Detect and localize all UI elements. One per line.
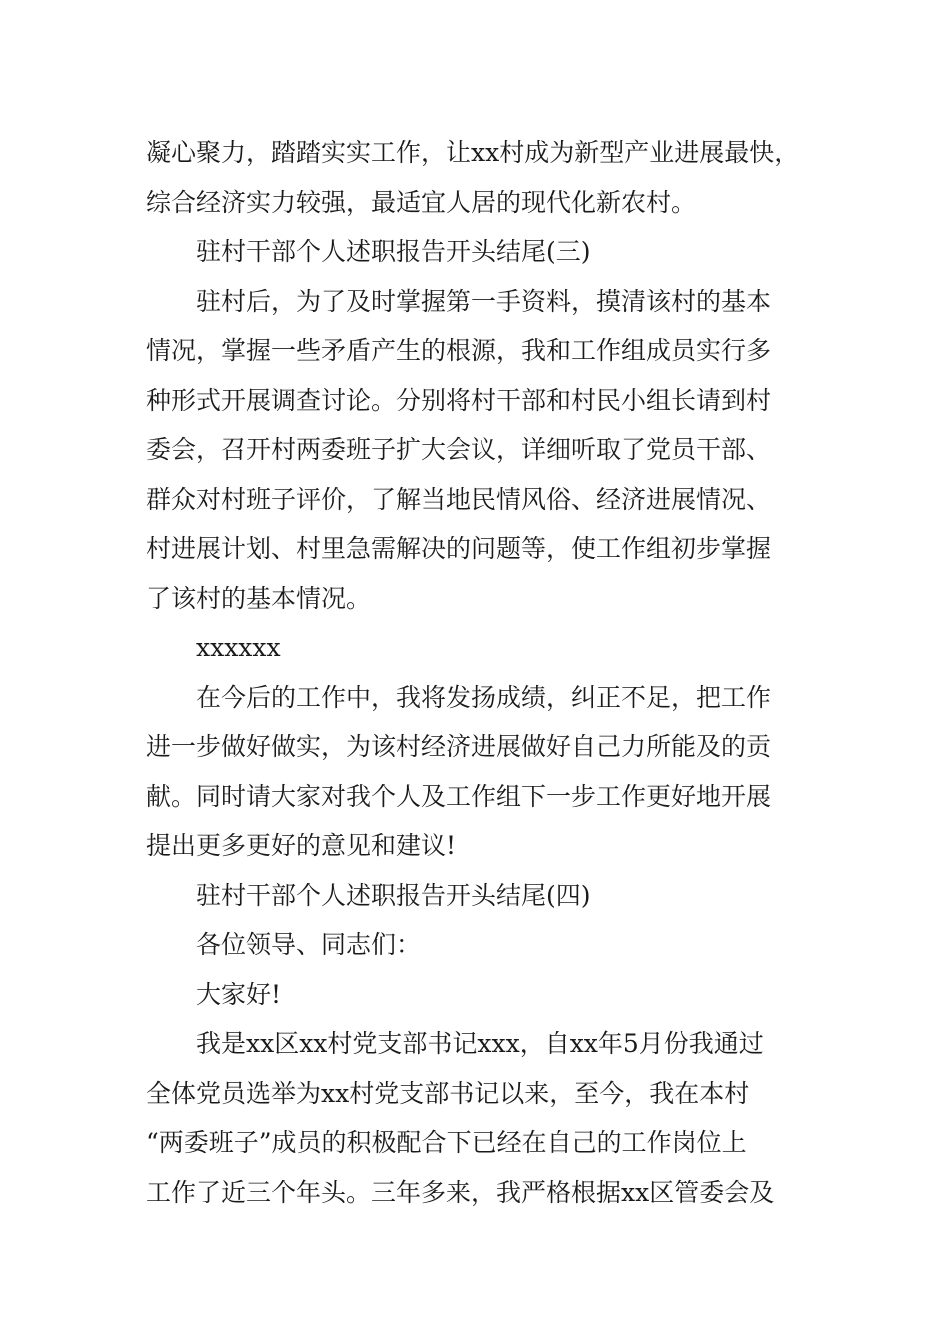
placeholder-line: xxxxxx	[196, 633, 281, 662]
paragraph-line: 情况，掌握一些矛盾产生的根源，我和工作组成员实行多	[146, 336, 772, 365]
paragraph-line: 提出更多更好的意见和建议!	[146, 831, 457, 860]
paragraph-line: “两委班子”成员的积极配合下已经在自己的工作岗位上	[146, 1128, 747, 1157]
paragraph-line: 工作了近三个年头。三年多来，我严格根据xx区管委会及	[146, 1177, 775, 1207]
paragraph-line: 献。同时请大家对我个人及工作组下一步工作更好地开展	[146, 781, 772, 811]
paragraph-line: 了该村的基本情况。	[146, 583, 372, 613]
paragraph-line: 凝心聚力，踏踏实实工作，让xx村成为新型产业进展最快，	[146, 138, 800, 167]
paragraph-line: 驻村后，为了及时掌握第一手资料，摸清该村的基本	[196, 286, 772, 316]
paragraph-line: 委会，召开村两委班子扩大会议，详细听取了党员干部、	[146, 435, 772, 464]
paragraph-line: 在今后的工作中，我将发扬成绩，纠正不足，把工作	[196, 682, 772, 712]
section-heading: 驻村干部个人述职报告开头结尾(三)	[196, 237, 591, 266]
paragraph-line: 我是xx区xx村党支部书记xxx，自xx年5月份我通过	[196, 1029, 764, 1058]
paragraph-line: 村进展计划、村里急需解决的问题等，使工作组初步掌握	[146, 534, 772, 563]
paragraph-line: 进一步做好做实，为该村经济进展做好自己力所能及的贡	[146, 732, 772, 761]
greeting-line: 大家好!	[196, 979, 282, 1009]
section-heading: 驻村干部个人述职报告开头结尾(四)	[196, 880, 591, 910]
paragraph-line: 种形式开展调查讨论。分别将村干部和村民小组长请到村	[146, 385, 772, 415]
salutation-line: 各位领导、同志们：	[196, 930, 422, 959]
paragraph-line: 群众对村班子评价，了解当地民情风俗、经济进展情况、	[146, 484, 772, 514]
paragraph-line: 全体党员选举为xx村党支部书记以来，至今，我在本村	[146, 1078, 750, 1108]
document-body	[146, 128, 816, 1217]
paragraph-line: 综合经济实力较强，最适宜人居的现代化新农村。	[146, 187, 697, 217]
